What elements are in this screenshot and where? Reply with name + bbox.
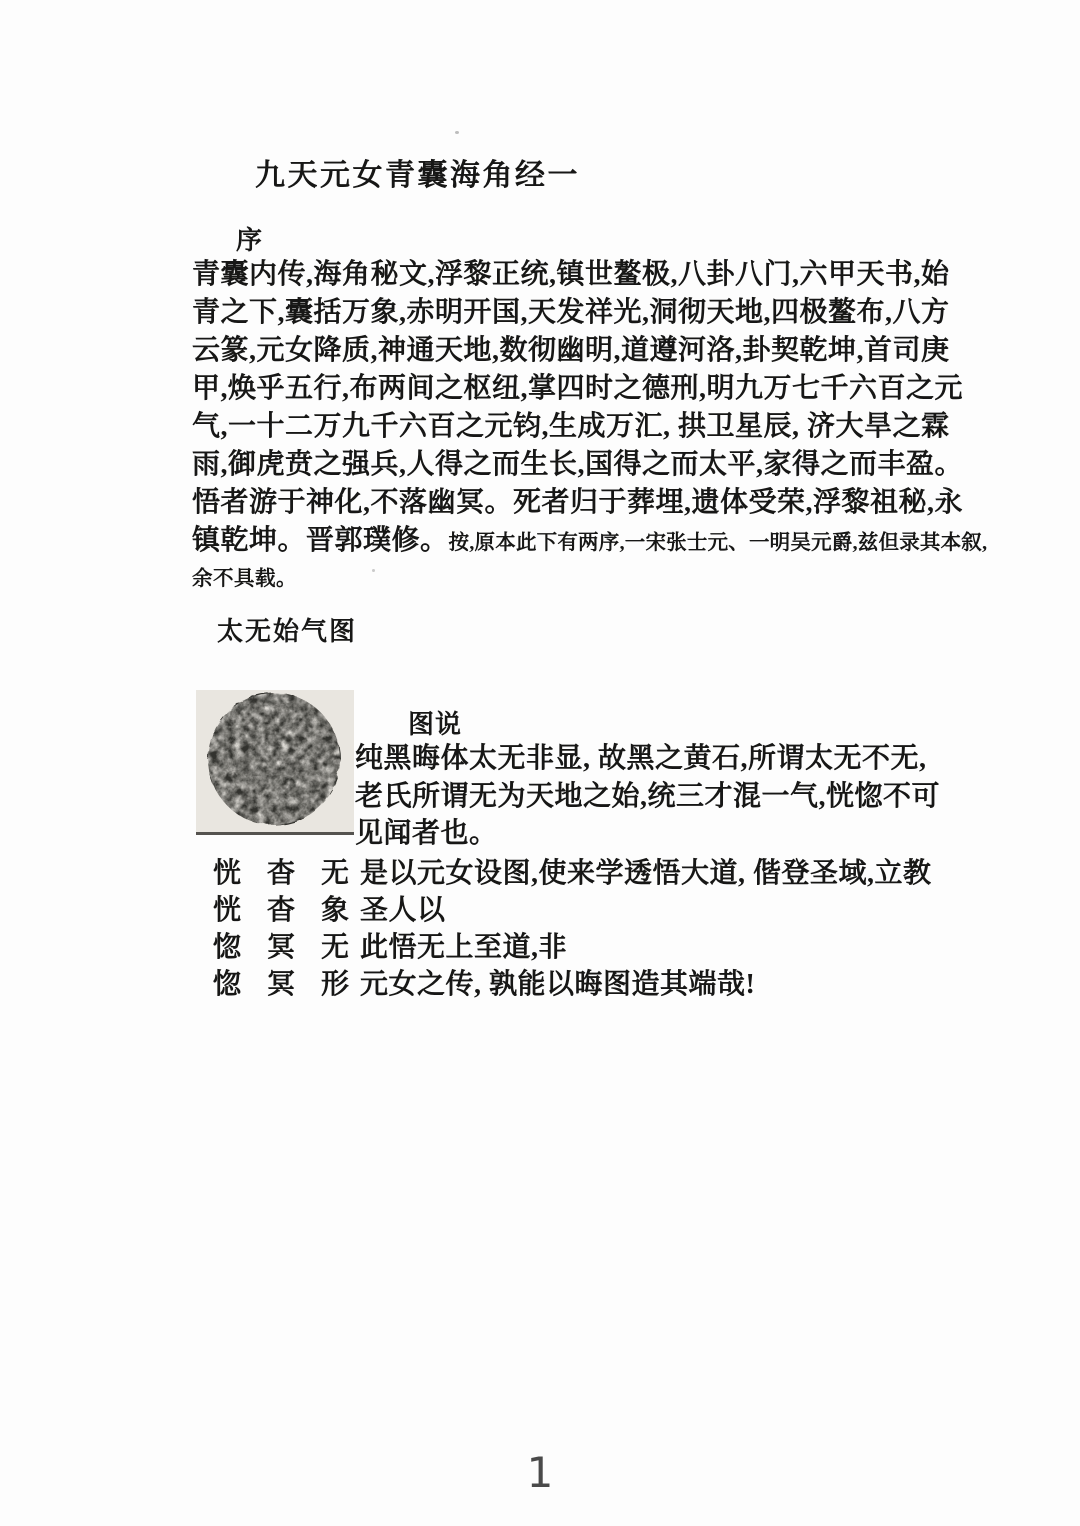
glyph-cell: 恍 — [212, 895, 241, 926]
taiwu-diagram-figure — [196, 690, 354, 836]
row-commentary-text: 此悟无上至道,非 — [360, 932, 568, 963]
glyph-cell: 惚 — [212, 969, 241, 1000]
figure-caption-paragraph — [355, 740, 941, 853]
glyph-cell: 象 — [320, 895, 349, 926]
table-row — [192, 962, 892, 999]
preface-line-main-text: 镇乾坤。晋郭璞修。 — [192, 525, 449, 556]
figure-caption-title: 图说 — [408, 710, 463, 739]
table-row — [192, 925, 892, 962]
glyph-cell: 杳 — [266, 858, 295, 889]
preface-line: 悟者游于神化,不落幽冥。死者归于葬埋,遗体受荣,浮黎祖秘,永 — [192, 487, 964, 518]
black-circle-diagram-image — [196, 690, 354, 836]
page-number: 1 — [526, 1448, 554, 1497]
row-commentary-text: 元女之传, 孰能以晦图造其端哉! — [360, 969, 756, 1000]
row-commentary-text: 是以元女设图,使来学透悟大道, 偕登圣域,立教 — [360, 858, 932, 889]
glyph-cell: 无 — [320, 858, 349, 889]
preface-paragraph — [192, 256, 988, 598]
preface-line: 雨,御虎贲之强兵,人得之而生长,国得之而太平,家得之而丰盈。 — [192, 449, 964, 480]
glyph-cell: 杳 — [266, 895, 295, 926]
glyph-commentary-table — [192, 851, 932, 1000]
glyph-cell: 冥 — [266, 969, 295, 1000]
glyph-cell: 惚 — [212, 932, 241, 963]
preface-line: 云篆,元女降质,神通天地,数彻幽明,道遵河洛,卦契乾坤,首司庚 — [192, 335, 950, 366]
diagram-section-heading: 太无始气图 — [217, 617, 358, 646]
caption-line: 见闻者也。 — [355, 818, 498, 849]
table-row — [192, 851, 932, 889]
preface-line: 气,一十二万九千六百之元钧,生成万汇, 拱卫星辰, 济大旱之霖 — [192, 411, 950, 442]
table-row — [192, 888, 892, 925]
preface-line: 甲,焕乎五行,布两间之枢纽,掌四时之德刑,明九万七千六百之元 — [192, 373, 964, 404]
preface-heading: 序 — [236, 226, 263, 255]
editor-annotation: 按,原本此下有两序,一宋张士元、一明吴元爵,兹但录其本叙, — [448, 532, 988, 554]
preface-line-mixed — [192, 522, 988, 560]
scan-speck — [455, 131, 459, 134]
glyph-cell: 形 — [320, 969, 349, 1000]
caption-line: 纯黑晦体太无非显, 故黑之黄石,所谓太无不无, — [355, 743, 927, 774]
preface-line: 青囊内传,海角秘文,浮黎正统,镇世鳌极,八卦八门,六甲天书,始 — [192, 259, 950, 290]
glyph-cell: 无 — [320, 932, 349, 963]
preface-line: 青之下,囊括万象,赤明开国,天发祥光,洞彻天地,四极鳌布,八方 — [192, 297, 950, 328]
row-commentary-text: 圣人以 — [360, 895, 446, 926]
glyph-cell: 恍 — [212, 858, 241, 889]
document-title: 九天元女青囊海角经一 — [255, 159, 580, 192]
caption-line: 老氏所谓无为天地之始,统三才混一气,恍惚不可 — [355, 780, 941, 812]
editor-annotation-continuation: 余不具载。 — [192, 568, 297, 590]
glyph-cell: 冥 — [266, 932, 295, 963]
